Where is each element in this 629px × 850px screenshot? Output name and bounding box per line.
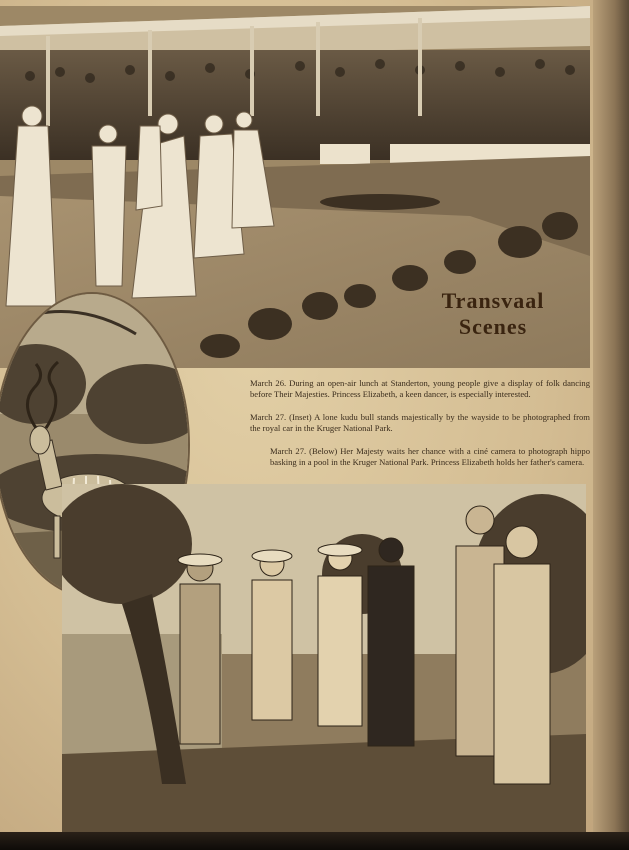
book-spine	[593, 0, 629, 850]
caption-kudu: March 27. (Inset) A lone kudu bull stands majestically by the wayside to be photographed from the royal car in the Kruger National Park.	[250, 412, 590, 433]
page-title	[408, 288, 578, 340]
title-line-1: Transvaal	[441, 288, 545, 313]
royal-party-photo	[62, 484, 586, 836]
title-line-2: Scenes	[458, 314, 528, 339]
page-bottom-edge	[0, 832, 629, 850]
caption-folk-dancing: March 26. During an open-air lunch at Standerton, young people give a display of folk dancing before Their Majesties. Princess Elizabeth, a keen dancer, is especially interested.	[250, 378, 590, 399]
caption-royal-party: March 27. (Below) Her Majesty waits her chance with a ciné camera to photograph hippo basking in a pool in the Kruger National Park. Princess Elizabeth holds her father's camera.	[270, 446, 590, 467]
